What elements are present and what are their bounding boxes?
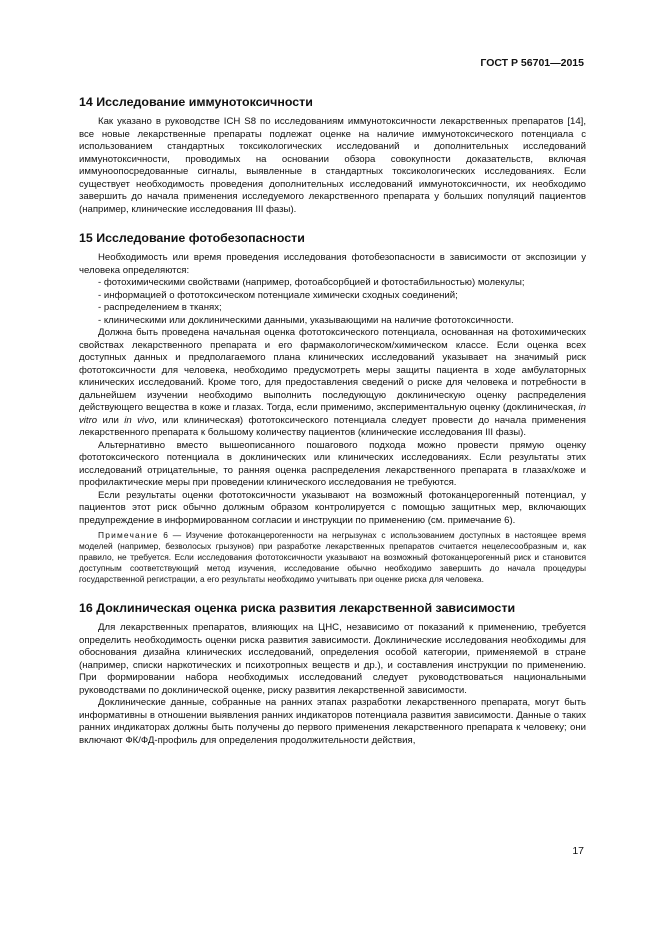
text-run: , или клиническая) фототоксического потенциала следует провести до начала применения лекарственного препарата к большому количеству пациентов (клинические исследования III фазы). bbox=[79, 414, 586, 438]
paragraph: Альтернативно вместо вышеописанного пошагового подхода можно провести прямую оценку фототоксического потенциала в доклинических или клинических исследованиях. Если результаты этих исследований отрицательные, то ранняя оценка распределения лекарственного препарата в глазах/коже и профилактические меры при проведении клинического исследования не требуются. bbox=[79, 439, 586, 488]
list-item: - информацией о фототоксическом потенциале химически сходных соединений; bbox=[79, 290, 586, 303]
paragraph: Если результаты оценки фототоксичности указывают на возможный фотоканцерогенный потенциал, у пациентов этот риск обычно должным образом контролируется с помощью защитных мер, включающих предупреждение в информированном согласии и инструкции по применению (см. примечание 6). bbox=[79, 489, 586, 526]
italic-term: in vitro bbox=[79, 402, 586, 426]
section-15 bbox=[79, 230, 586, 585]
text-run: Должна быть проведена начальная оценка фототоксического потенциала, основанная на фотохимических свойствах лекарственного препарата и его фармакологическом/химическом классе. Если оценка всех доступных данных и предполагаемого плана клинических исследований указывает на значимый риск фототоксичности для человека, необходимо предусмотреть меры защиты пациента в ходе амбулаторных клинических исследований. Кроме того, для предоставления сведений о риске для человека и потребности в дальнейшем изучении необходимо выполнить последующую доклиническую оценку распределения действующего вещества в коже и глазах. Тогда, если применимо, экспериментальную оценку (доклиническая, bbox=[79, 327, 586, 413]
paragraph: Как указано в руководстве ICH S8 по исследованиям иммунотоксичности лекарственных препаратов [14], все новые лекарственные препараты подлежат оценке на наличие иммунотоксического потенциала с использованием стандартных токсикологических исследований и дополнительных исследований иммунотоксичности, проводимых на основании обзора совокупности доказательств, включая иммуноопосредованные сигналы, выявленные в стандартных токсикологических исследованиях. Если существует необходимость проведения дополнительных исследований иммунотоксичности, их необходимо завершить до начала применения исследуемого лекарственного препарата у больших популяций пациентов (например, клинические исследования III фазы). bbox=[79, 116, 586, 215]
section-14 bbox=[79, 94, 586, 216]
section-title: 14 Исследование иммунотоксичности bbox=[79, 95, 313, 109]
note bbox=[79, 530, 586, 585]
paragraph: Необходимость или время проведения исследования фотобезопасности в зависимости от экспозиции у человека определяются: bbox=[79, 252, 586, 276]
page-number: 17 bbox=[572, 845, 584, 857]
note-label: Примечание bbox=[98, 530, 159, 540]
paragraph bbox=[79, 327, 586, 440]
section-title: 15 Исследование фотобезопасности bbox=[79, 231, 305, 245]
list-item: - распределением в тканях; bbox=[79, 302, 586, 315]
text-run: или bbox=[97, 414, 125, 426]
paragraph: Для лекарственных препаратов, влияющих на ЦНС, независимо от показаний к применению, требуется определить необходимость оценки риска развития зависимости. Доклинические исследования необходимы для обоснования дизайна клинических исследований, определения особой категории, применяемой в стране (например, списки наркотических и психотропных веществ и др.), и составления инструкции по применению. При формировании набора необходимых исследований следует руководствоваться национальными руководствами по доклинической оценке, риску развития лекарственной зависимости. bbox=[79, 622, 586, 696]
note-text: 6 — Изучение фотоканцерогенности на негрызунах с использованием доступных в настоящее время моделей (например, безволосых грызунов) при разработке лекарственных препаратов считается нецелесообразным и, как правило, не требуется. Если исследования фототоксичности указывают на возможный фотоканцерогенный риск и становится доступным соответствующий метод изучения, исследование обычно необходимо завершить до начала процедуры государственной регистрации, а его результаты необходимо учитывать при оценке риска для человека. bbox=[79, 530, 586, 584]
paragraph: Доклинические данные, собранные на ранних этапах разработки лекарственного препарата, могут быть информативны в отношении выявления ранних индикаторов потенциала развития зависимости. Данные о таких ранних индикаторах должны быть получены до первого применения лекарственного препарата к человеку; они включают ФК/ФД-профиль для определения продолжительности действия, bbox=[79, 697, 586, 746]
list-item: - клиническими или доклиническими данными, указывающими на наличие фототоксичности. bbox=[79, 315, 586, 328]
italic-term: in vivo bbox=[124, 414, 155, 426]
factor-list bbox=[79, 277, 586, 327]
section-16 bbox=[79, 600, 586, 747]
section-title: 16 Доклиническая оценка риска развития лекарственной зависимости bbox=[79, 601, 516, 615]
standard-header: ГОСТ Р 56701—2015 bbox=[480, 57, 584, 69]
page-content bbox=[79, 94, 586, 747]
list-item: - фотохимическими свойствами (например, фотоабсорбцией и фотостабильностью) молекулы; bbox=[79, 277, 586, 290]
